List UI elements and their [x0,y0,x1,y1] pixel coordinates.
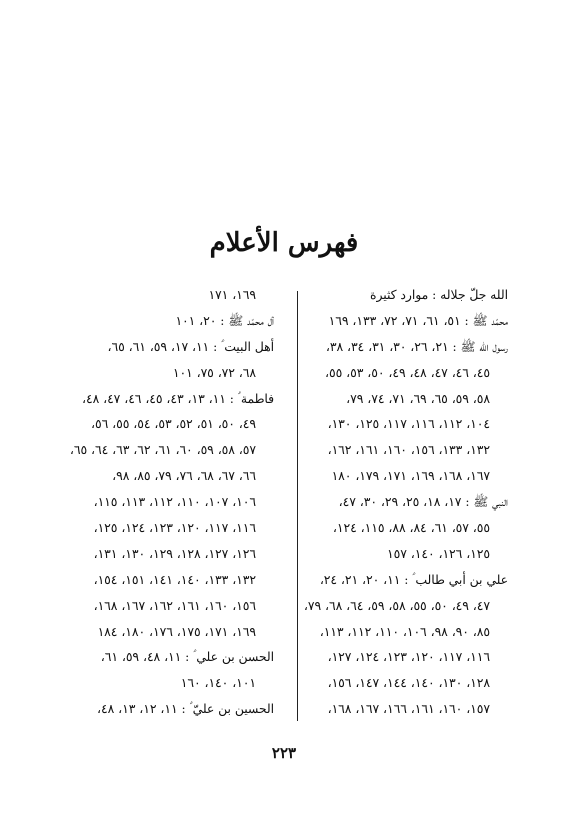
index-continuation-line: ٦٨، ٧٢، ٧٥، ١٠١ [172,365,256,380]
index-continuation-line: ١٣٢، ١٣٣، ١٤٠، ١٤١، ١٥١، ١٥٤، [93,572,256,587]
index-continuation-line: ١٥٧، ١٦٠، ١٦١، ١٦٦، ١٦٧، ١٦٨، [327,702,490,717]
index-column-right [276,283,508,723]
index-continuation-line: ١٣٢، ١٣٣، ١٥٦، ١٦٠، ١٦١، ١٦٢، [327,443,490,458]
index-continuation-line: ١٥٦، ١٦٠، ١٦١، ١٦٢، ١٦٧، ١٦٨، [93,598,256,613]
index-entry: آل محمّد ﷺ : ٢٠، ١٠١ [175,313,274,328]
index-continuation-line: ١٠٤، ١١٢، ١١٦، ١١٧، ١٢٥، ١٣٠، [327,417,490,432]
page-title: فهرس الأعلام [209,228,359,258]
page-number: ٢٢٣ [271,744,297,762]
index-continuation-line: ٨٥، ٩٠، ٩٨، ١٠٦، ١١٠، ١١٢، ١١٣، [319,624,490,639]
index-entry: النبي ﷺ : ١٧، ١٨، ٢٥، ٢٩، ٣٠، ٤٧، [338,495,508,510]
index-entry: علي بن أبي طالب ؑ : ١١، ٢٠، ٢١، ٢٤، [319,572,508,587]
index-entry: الحسن بن علي ؑ : ١١، ٤٨، ٥٩، ٦١، [100,650,274,665]
index-continuation-line: ١٠١، ١٤٠، ١٦٠ [180,676,256,691]
index-continuation-line: ١٢٦، ١٢٧، ١٢٨، ١٢٩، ١٣٠، ١٣١، [93,546,256,561]
index-entry: الله جلّ جلاله : موارد كثيرة [370,288,508,302]
index-entry: أهل البيت ؑ : ١١، ١٧، ٥٩، ٦١، ٦٥، [107,339,274,354]
index-continuation-line: ١٦٩، ١٧١، ١٧٥، ١٧٦، ١٨٠، ١٨٤ [97,624,256,639]
index-continuation-line: ٤٩، ٥٠، ٥١، ٥٢، ٥٣، ٥٤، ٥٥، ٥٦، [91,417,256,432]
index-continuation-line: ١٠٦، ١٠٧، ١١٠، ١١٢، ١١٣، ١١٥، [93,495,256,510]
column-divider [297,291,298,721]
index-column-left [56,283,274,723]
index-entry: الحسين بن عليّ ؑ : ١١، ١٢، ١٣، ٤٨، [97,702,274,717]
index-continuation-line: ٥٥، ٥٧، ٦١، ٨٤، ٨٨، ١١٥، ١٢٤، [332,521,490,536]
index-continuation-line: ١١٦، ١١٧، ١٢٠، ١٢٣، ١٢٤، ١٢٧، [327,650,490,665]
index-entry: رسول الله ﷺ : ٢١، ٢٦، ٣٠، ٣١، ٣٤، ٣٨، [325,339,508,354]
index-continuation-line: ١٢٥، ١٢٦، ١٤٠، ١٥٧ [387,546,490,561]
index-continuation-line: ٤٧، ٤٩، ٥٠، ٥٥، ٥٨، ٥٩، ٦٤، ٦٨، ٧٩، [303,598,490,613]
index-continuation-line: ١١٦، ١١٧، ١٢٠، ١٢٣، ١٢٤، ١٢٥، [93,521,256,536]
index-continuation-line: ٥٧، ٥٨، ٥٩، ٦٠، ٦١، ٦٢، ٦٣، ٦٤، ٦٥، [69,443,256,458]
index-continuation-line: ١٢٨، ١٣٠، ١٤٠، ١٤٤، ١٤٧، ١٥٦، [327,676,490,691]
index-entry: محمّد ﷺ : ٥١، ٦١، ٧١، ٧٢، ١٣٣، ١٦٩ [328,313,508,328]
index-continuation-line: ٦٦، ٦٧، ٦٨، ٧٦، ٧٩، ٨٥، ٩٨، [112,469,256,484]
index-continuation-line: ١٦٧، ١٦٨، ١٦٩، ١٧١، ١٧٩، ١٨٠ [331,469,490,484]
index-entry: فاطمة ؑ : ١١، ١٣، ٤٣، ٤٥، ٤٦، ٤٧، ٤٨، [81,391,274,406]
index-continuation-line: ٤٥، ٤٦، ٤٧، ٤٨، ٤٩، ٥٠، ٥٣، ٥٥، [325,365,490,380]
index-continuation-line: ١٦٩، ١٧١ [208,288,256,302]
index-continuation-line: ٥٨، ٥٩، ٦٥، ٦٩، ٧١، ٧٤، ٧٩، [346,391,490,406]
